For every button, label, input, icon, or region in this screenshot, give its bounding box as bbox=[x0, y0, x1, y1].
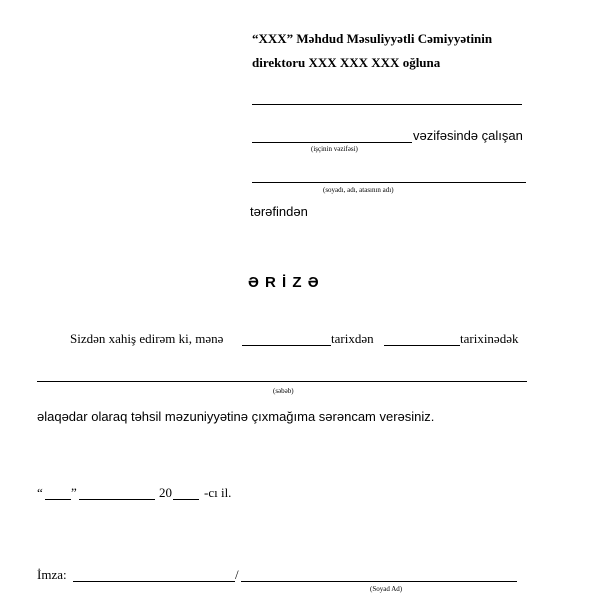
from-date-label: tarixdən bbox=[331, 331, 374, 346]
year-prefix: 20 bbox=[159, 485, 172, 500]
full-name-caption: (soyadı, adı, atasının adı) bbox=[323, 186, 394, 194]
from-label: tərəfindən bbox=[250, 204, 308, 219]
blank-line-addressee[interactable] bbox=[252, 104, 522, 105]
signature-separator: / bbox=[235, 567, 239, 582]
request-text: Sizdən xahiş edirəm ki, mənə bbox=[70, 331, 224, 346]
reason-field[interactable] bbox=[37, 381, 527, 382]
signature-name-field[interactable] bbox=[241, 581, 517, 582]
signature-name-caption: (Soyad Ad) bbox=[370, 585, 403, 593]
to-date-field[interactable] bbox=[384, 345, 460, 346]
document-title: Ə R İ Z Ə bbox=[248, 274, 320, 291]
to-date-label: tarixinədək bbox=[460, 331, 519, 346]
date-close-quote: ” bbox=[71, 485, 77, 500]
addressee-line-2: direktoru XXX XXX XXX oğluna bbox=[252, 55, 441, 70]
position-field[interactable] bbox=[252, 142, 412, 143]
signature-label: İmza: bbox=[37, 567, 67, 582]
from-date-field[interactable] bbox=[242, 345, 331, 346]
reason-caption: (səbəb) bbox=[273, 387, 294, 395]
full-name-field[interactable] bbox=[252, 182, 526, 183]
month-field[interactable] bbox=[79, 499, 155, 500]
year-suffix: -cı il. bbox=[204, 485, 232, 500]
addressee-line-1: “XXX” Məhdud Məsuliyyətli Cəmiyyətinin bbox=[252, 31, 493, 46]
date-open-quote: “ bbox=[37, 485, 43, 500]
position-caption: (işçinin vəzifəsi) bbox=[311, 145, 358, 153]
closing-text: əlaqədar olaraq təhsil məzuniyyətinə çıxmağıma sərəncam verəsiniz. bbox=[37, 409, 435, 424]
position-suffix: vəzifəsində çalışan bbox=[413, 128, 523, 143]
signature-field[interactable] bbox=[73, 581, 235, 582]
year-field[interactable] bbox=[173, 499, 199, 500]
day-field[interactable] bbox=[45, 499, 71, 500]
